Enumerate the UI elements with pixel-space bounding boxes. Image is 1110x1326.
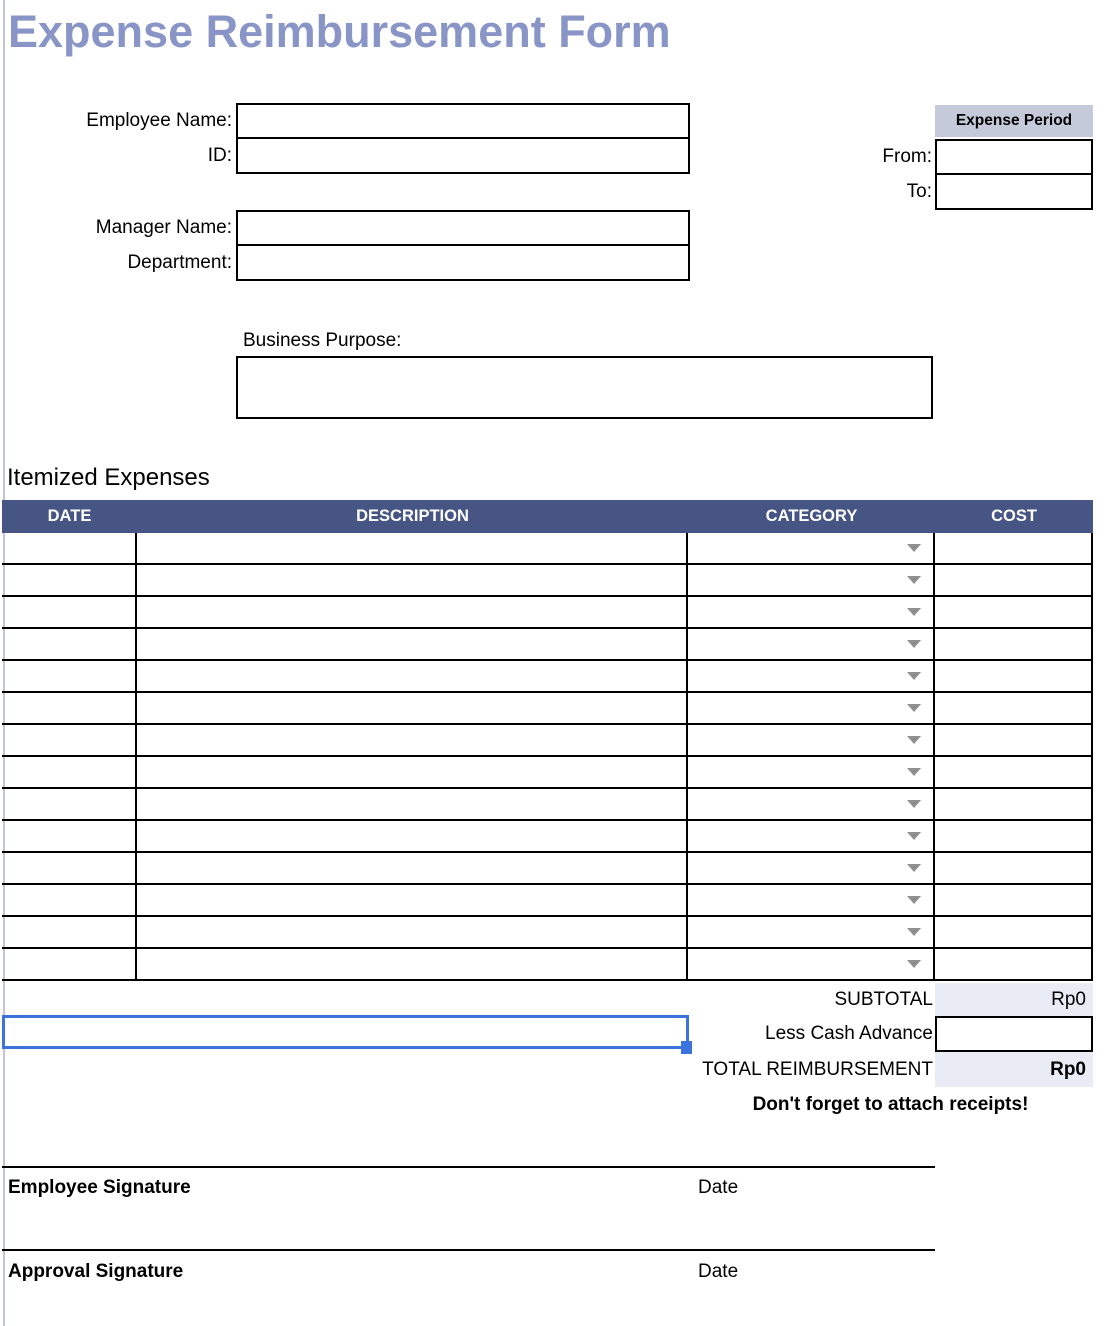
expense-row [2,885,1093,917]
from-label: From: [882,146,932,167]
category-cell[interactable] [688,661,935,691]
to-label: To: [906,181,932,202]
employee-signature-line [2,1166,935,1168]
id-field[interactable] [236,137,690,174]
approval-signature-line [2,1249,935,1251]
description-cell[interactable] [137,789,688,819]
employee-date-label: Date [698,1177,739,1198]
business-purpose-field[interactable] [236,356,933,419]
category-cell[interactable] [688,597,935,627]
date-cell[interactable] [2,821,137,851]
category-cell[interactable] [688,725,935,755]
cost-cell[interactable] [935,629,1093,659]
expense-row [2,661,1093,693]
description-cell[interactable] [137,629,688,659]
cost-cell[interactable] [935,789,1093,819]
column-header-category: CATEGORY [765,507,858,525]
page-title: Expense Reimbursement Form [8,6,671,57]
category-cell[interactable] [688,693,935,723]
category-dropdown-icon[interactable] [907,928,921,936]
date-cell[interactable] [2,565,137,595]
description-cell[interactable] [137,757,688,787]
category-dropdown-icon[interactable] [907,768,921,776]
cost-cell[interactable] [935,533,1093,563]
approval-signature-label: Approval Signature [8,1261,184,1282]
approval-date-label: Date [698,1261,739,1282]
category-dropdown-icon[interactable] [907,608,921,616]
category-cell[interactable] [688,629,935,659]
manager-name-field[interactable] [236,210,690,246]
expenses-table-header [2,500,1093,533]
attach-receipts-note: Don't forget to attach receipts! [752,1094,1029,1115]
department-label: Department: [127,252,232,273]
category-dropdown-icon[interactable] [907,864,921,872]
itemized-expenses-title: Itemized Expenses [7,464,210,491]
description-cell[interactable] [137,949,688,979]
date-cell[interactable] [2,693,137,723]
date-cell[interactable] [2,629,137,659]
cost-cell[interactable] [935,597,1093,627]
category-cell[interactable] [688,757,935,787]
expense-row [2,757,1093,789]
date-cell[interactable] [2,661,137,691]
date-cell[interactable] [2,597,137,627]
description-cell[interactable] [137,693,688,723]
date-cell[interactable] [2,853,137,883]
expense-row [2,725,1093,757]
category-dropdown-icon[interactable] [907,832,921,840]
expense-row [2,629,1093,661]
category-cell[interactable] [688,853,935,883]
expense-row [2,597,1093,629]
category-dropdown-icon[interactable] [907,960,921,968]
cost-cell[interactable] [935,821,1093,851]
cost-cell[interactable] [935,757,1093,787]
column-header-description: DESCRIPTION [356,507,469,525]
expense-row [2,533,1093,565]
manager-name-label: Manager Name: [95,217,232,238]
cost-cell[interactable] [935,661,1093,691]
description-cell[interactable] [137,725,688,755]
date-cell[interactable] [2,533,137,563]
category-cell[interactable] [688,917,935,947]
subtotal-value: Rp0 [935,983,1093,1016]
description-cell[interactable] [137,565,688,595]
expense-row [2,789,1093,821]
less-cash-advance-label: Less Cash Advance [765,1023,933,1044]
expense-row [2,853,1093,885]
less-cash-advance-field[interactable] [935,1016,1093,1052]
expense-row [2,821,1093,853]
category-dropdown-icon[interactable] [907,896,921,904]
expense-period-header: Expense Period [935,105,1093,137]
date-cell[interactable] [2,949,137,979]
total-reimbursement-label: TOTAL REIMBURSEMENT [702,1059,933,1080]
id-label: ID: [207,145,232,166]
category-dropdown-icon[interactable] [907,544,921,552]
cost-cell[interactable] [935,949,1093,979]
column-header-cost: COST [991,507,1037,525]
total-reimbursement-value: Rp0 [935,1052,1093,1087]
date-cell[interactable] [2,725,137,755]
from-field[interactable] [935,139,1093,175]
category-dropdown-icon[interactable] [907,672,921,680]
employee-name-field[interactable] [236,103,690,139]
category-cell[interactable] [688,533,935,563]
category-cell[interactable] [688,789,935,819]
category-cell[interactable] [688,885,935,915]
category-dropdown-icon[interactable] [907,576,921,584]
date-cell[interactable] [2,885,137,915]
category-cell[interactable] [688,821,935,851]
description-cell[interactable] [137,821,688,851]
business-purpose-label: Business Purpose: [243,330,402,351]
description-cell[interactable] [137,885,688,915]
expense-row [2,565,1093,597]
employee-signature-label: Employee Signature [8,1177,191,1198]
date-cell[interactable] [2,917,137,947]
cost-cell[interactable] [935,565,1093,595]
category-dropdown-icon[interactable] [907,736,921,744]
expenses-table-body [2,533,1093,981]
date-cell[interactable] [2,789,137,819]
column-header-date: DATE [47,507,92,525]
description-cell[interactable] [137,661,688,691]
cost-cell[interactable] [935,853,1093,883]
cost-cell[interactable] [935,725,1093,755]
description-cell[interactable] [137,597,688,627]
category-dropdown-icon[interactable] [907,800,921,808]
cost-cell[interactable] [935,885,1093,915]
description-cell[interactable] [137,533,688,563]
expense-row [2,949,1093,981]
description-cell[interactable] [137,917,688,947]
description-cell[interactable] [137,853,688,883]
to-field[interactable] [935,173,1093,210]
employee-name-label: Employee Name: [86,110,232,131]
category-dropdown-icon[interactable] [907,640,921,648]
cost-cell[interactable] [935,693,1093,723]
department-field[interactable] [236,244,690,281]
expense-row [2,693,1093,725]
date-cell[interactable] [2,757,137,787]
expense-row [2,917,1093,949]
subtotal-label: SUBTOTAL [834,989,933,1010]
category-dropdown-icon[interactable] [907,704,921,712]
category-cell[interactable] [688,949,935,979]
category-cell[interactable] [688,565,935,595]
cost-cell[interactable] [935,917,1093,947]
